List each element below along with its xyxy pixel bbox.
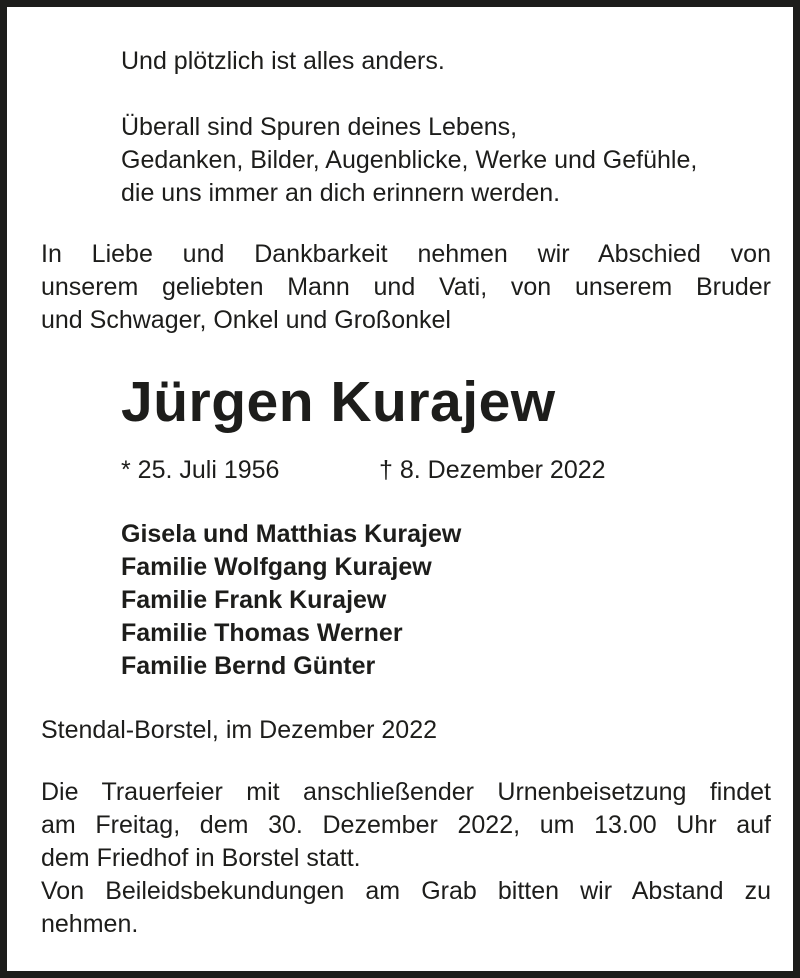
mourner-4: Familie Thomas Werner — [121, 619, 403, 647]
funeral-line-5: nehmen. — [41, 910, 139, 938]
mourner-2: Familie Wolfgang Kurajew — [121, 553, 432, 581]
birth-date: * 25. Juli 1956 — [121, 456, 280, 484]
death-date: † 8. Dezember 2022 — [379, 456, 606, 484]
funeral-line-1: Die Trauerfeier mit anschließender Urnenbeisetzung findet — [41, 778, 771, 806]
intro-line-1: In Liebe und Dankbarkeit nehmen wir Abschied von — [41, 240, 771, 268]
poem-line-4: die uns immer an dich erinnern werden. — [121, 179, 561, 207]
poem-line-3: Gedanken, Bilder, Augenblicke, Werke und Gefühle, — [121, 146, 698, 174]
mourner-3: Familie Frank Kurajew — [121, 586, 387, 614]
funeral-line-2: am Freitag, dem 30. Dezember 2022, um 13.00 Uhr auf — [41, 811, 771, 839]
mourner-1: Gisela und Matthias Kurajew — [121, 520, 462, 548]
poem-line-2: Überall sind Spuren deines Lebens, — [121, 113, 518, 141]
intro-line-3: und Schwager, Onkel und Großonkel — [41, 306, 451, 334]
funeral-line-4: Von Beileidsbekundungen am Grab bitten wir Abstand zu — [41, 877, 771, 905]
place-date: Stendal-Borstel, im Dezember 2022 — [41, 716, 438, 744]
poem-line-1: Und plötzlich ist alles anders. — [121, 47, 445, 75]
mourner-5: Familie Bernd Günter — [121, 652, 376, 680]
intro-line-2: unserem geliebten Mann und Vati, von unserem Bruder — [41, 273, 771, 301]
deceased-name: Jürgen Kurajew — [121, 370, 556, 434]
funeral-line-3: dem Friedhof in Borstel statt. — [41, 844, 361, 872]
